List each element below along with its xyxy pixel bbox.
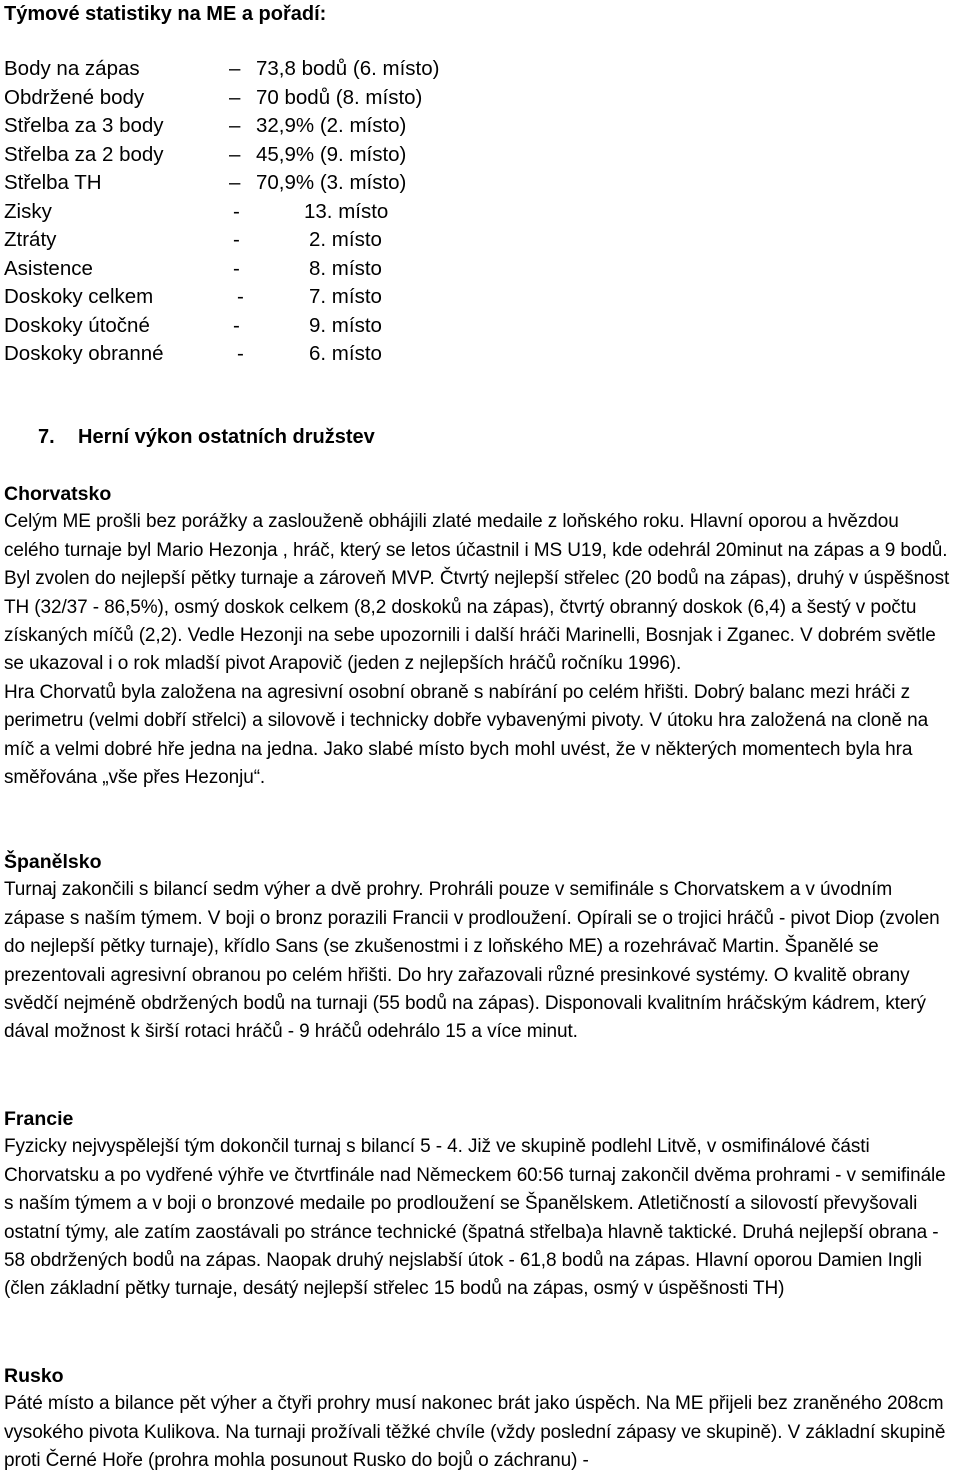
team-section-russia — [4, 1362, 954, 1476]
stat-row — [4, 169, 564, 198]
stat-row — [4, 226, 564, 255]
stat-label: Doskoky celkem — [4, 285, 154, 308]
team-name: Rusko — [4, 1365, 64, 1387]
team-section-croatia — [4, 480, 954, 792]
team-text — [4, 508, 954, 792]
stat-dash: - — [237, 342, 244, 365]
stat-dash: - — [233, 199, 240, 223]
team-paragraph: Hra Chorvatů byla založena na agresivní osobní obraně s nabírání po celém hřišti. Dobrý balanc mezi hráči z perimetru (velmi dobří střelci) a silovově i technicky dobře vybavenými pivoty. V útoku hra založená na cloně na míč a velmi dobré hře jedna na jedna. Jako slabé místo bych mohl uvést, že v některých momentech byla hra směřována „vše přes Hezonju“. — [4, 681, 929, 789]
stat-value: 70,9% (3. místo) — [256, 171, 407, 194]
stat-value: 32,9% (2. místo) — [256, 114, 407, 137]
stat-row — [4, 141, 564, 170]
stat-value: 8. místo — [309, 256, 382, 280]
stat-label: Střelba za 2 body — [4, 142, 164, 166]
stat-row — [4, 112, 564, 141]
stat-row — [4, 84, 564, 113]
team-name: Chorvatsko — [4, 483, 112, 505]
team-text — [4, 1390, 954, 1475]
stat-dash: – — [229, 85, 241, 109]
stat-dash: – — [229, 114, 241, 137]
stats-list — [4, 55, 564, 369]
stat-value: 7. místo — [309, 285, 382, 308]
stat-label: Obdržené body — [4, 85, 145, 109]
stat-label: Body na zápas — [4, 57, 140, 80]
team-name: Španělsko — [4, 851, 102, 873]
stat-row — [4, 255, 564, 284]
section-title-text: Herní výkon ostatních družstev — [78, 426, 375, 448]
stat-row — [4, 55, 564, 84]
section-number: 7. — [38, 426, 55, 448]
stat-dash: – — [229, 142, 241, 166]
stat-dash: - — [233, 313, 240, 337]
stat-label: Doskoky útočné — [4, 313, 150, 337]
team-text — [4, 876, 954, 1046]
team-paragraph: Celým ME prošli bez porážky a zaslouženě obhájili zlaté medaile z loňského roku. Hlavní oporou a hvězdou celého turnaje byl Mario Hezonja , hráč, který se letos účastnil i MS U19, kde odehrál 20minut na zápas a 9 bodů. Byl zvolen do nejlepší pětky turnaje a zároveň MVP. Čtvrtý nejlepší střelec (20 bodů na zápas), druhý v úspěšnost TH (32/37 - 86,5%), osmý doskok celkem (8,2 doskoků na zápas), čtvrtý obranný doskok (6,4) a šestý v počtu získaných míčů (2,2). Vedle Hezonji na sebe upozornili i další hráči Marinelli, Bosnjak i Zganec. V dobrém světle se ukazoval i o rok mladší pivot Arapovič (jeden z nejlepších hráčů ročníku 1996). — [4, 511, 950, 675]
team-text — [4, 1133, 954, 1303]
stat-value: 45,9% (9. místo) — [256, 142, 407, 166]
stat-value: 9. místo — [309, 313, 382, 337]
section-title — [38, 424, 375, 450]
team-paragraph: Fyzicky nejvyspělejší tým dokončil turnaj s bilancí 5 - 4. Již ve skupině podlehl Litvě, v osmifinálové části Chorvatsku a po vydřené výhře ve čtvrtfinále nad Německem 60:56 turnaj zakončil dvěma prohrami - v semifinále s naším týmem a v boji o bronzové medaile po prodloužení se Španělskem. Atletičností a silovostí převyšovali ostatní týmy, ale zatím zaostávali po stránce technické (špatná střelba)a hlavně taktické. Druhá nejlepší obrana - 58 obdržených bodů na zápas. Naopak druhý nejslabší útok - 61,8 bodů na zápas. Hlavní oporou Damien Ingli (člen základní pětky turnaje, desátý nejlepší střelec 15 bodů na zápas, osmý v úspěšnosti TH) — [4, 1136, 946, 1300]
stats-heading: Týmové statistiky na ME a pořadí: — [4, 3, 327, 25]
stat-label: Střelba za 3 body — [4, 114, 164, 137]
team-paragraph: Turnaj zakončili s bilancí sedm výher a dvě prohry. Prohráli pouze v semifinále s Chorvatskem a v úvodním zápase s naším týmem. V boji o bronz porazili Francii v prodloužení. Opírali se o trojici hráčů - pivot Diop (zvolen do nejlepší pětky turnaje), křídlo Sans (se zkušenostmi i z loňského ME) a rozehrávač Martin. Španělé se prezentovali agresivní obranou po celém hřišti. Do hry zařazovali různé presinkové systémy. O kvalitě obrany svědčí nejméně obdržených bodů na turnaji (55 bodů na zápas). Disponovali kvalitním hráčským kádrem, který dával možnost k širší rotaci hráčů - 9 hráčů odehrálo 15 a více minut. — [4, 879, 940, 1043]
stat-label: Zisky — [4, 199, 52, 223]
stat-dash: - — [237, 285, 244, 308]
stat-label: Ztráty — [4, 228, 57, 251]
stat-dash: - — [233, 256, 240, 280]
team-section-france — [4, 1105, 954, 1304]
team-paragraph: Páté místo a bilance pět výher a čtyři prohry musí nakonec brát jako úspěch. Na ME přijeli bez zraněného 208cm vysokého pivota Kulikova. Na turnaji prožívali těžké chvíle (vždy poslední zápasy ve skupině). V základní skupině proti Černé Hoře (prohra mohla posunout Rusko do bojů o záchranu) - — [4, 1393, 946, 1472]
team-name: Francie — [4, 1108, 74, 1130]
stat-value: 2. místo — [309, 228, 382, 251]
stat-row — [4, 312, 564, 341]
stat-dash: – — [229, 171, 241, 194]
stat-label: Střelba TH — [4, 171, 102, 194]
stat-row — [4, 283, 564, 312]
stat-value: 73,8 bodů (6. místo) — [256, 57, 440, 80]
stat-label: Asistence — [4, 256, 93, 280]
stat-label: Doskoky obranné — [4, 342, 164, 365]
team-section-spain — [4, 848, 954, 1047]
stat-value: 6. místo — [309, 342, 382, 365]
stat-value: 13. místo — [304, 199, 389, 223]
stat-dash: - — [233, 228, 240, 251]
stat-value: 70 bodů (8. místo) — [256, 85, 423, 109]
stat-row — [4, 198, 564, 227]
stat-dash: – — [229, 57, 241, 80]
stat-row — [4, 340, 564, 369]
